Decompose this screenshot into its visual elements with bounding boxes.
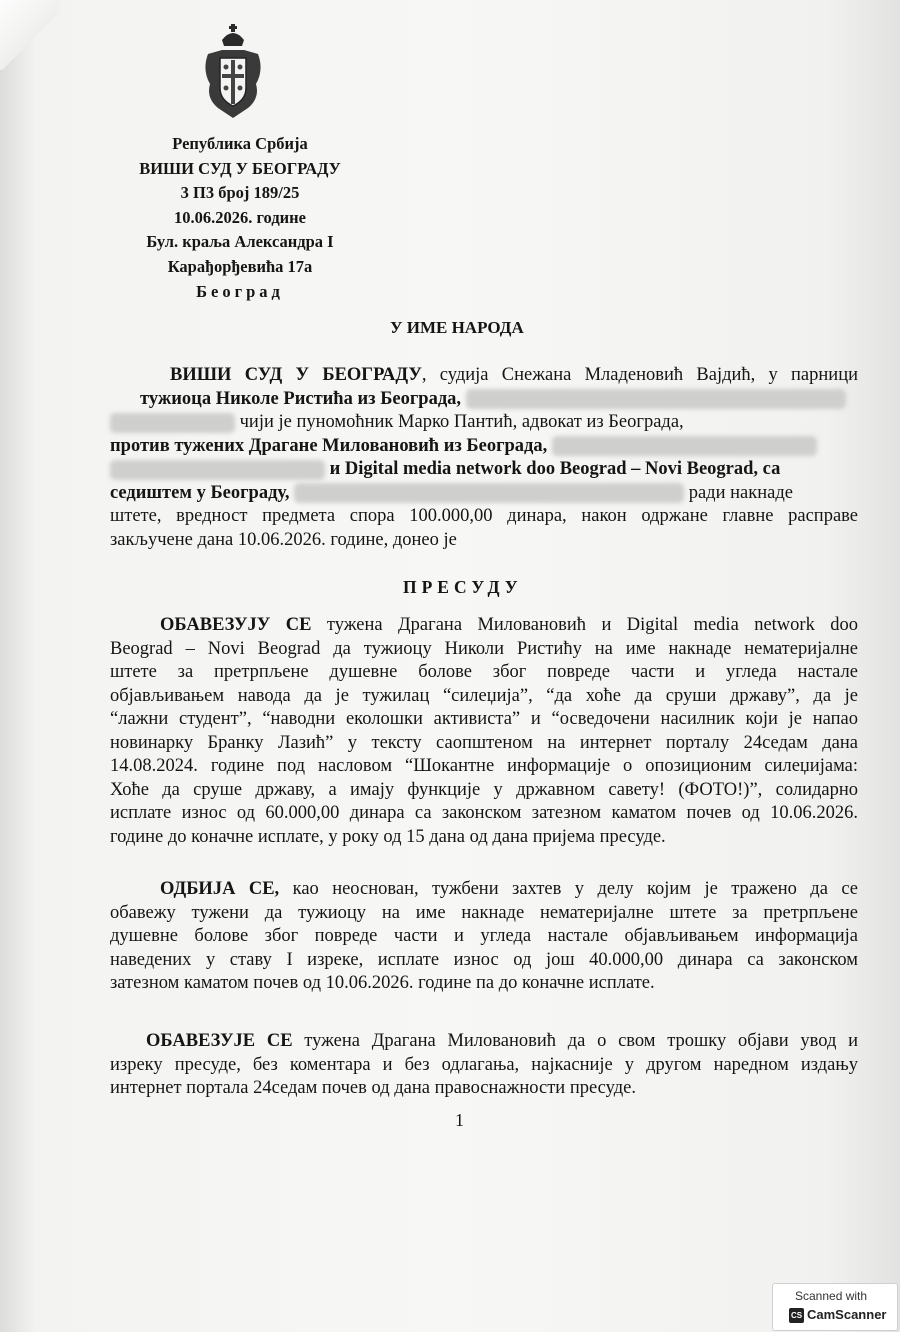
p1-line-9: исплате износ од 60.000,00 динара са законском затезном каматом почев од 10.06.2026. — [110, 803, 858, 823]
intro-attorney: чији је пуномоћник Марко Пантић, адвокат из Београда, — [239, 412, 684, 432]
intro-company: и Digital media network doo Beograd – Novi Beograd, са — [329, 459, 781, 479]
p1-line-8: Хоће да сруше државу, а имају функције у државном савету! (ФОТО!)”, солидарно — [110, 779, 858, 800]
p2-line-4: наведених у ставу I изреке, исплате износ од још 40.000,00 динара са законском — [110, 949, 858, 970]
camscanner-logo-icon: CS — [789, 1308, 804, 1323]
p1-line-10: године до коначне исплате, у року од 15 дана од дана пријема пресуде. — [110, 826, 666, 847]
intro-plaintiff: тужиоца Николе Ристића из Београда, — [140, 388, 462, 409]
p1-line-3: штете за претрпљене душевне болове због повреде части и угледа настале — [110, 662, 858, 682]
paragraph-obligation-2 — [110, 1030, 858, 1101]
intro-paragraph — [110, 364, 858, 552]
intro-line-1: , судија Снежана Младеновић Вајдић, у парници — [421, 365, 858, 385]
intro-defendant: против тужених Драгане Миловановић из Београда, — [110, 435, 548, 456]
redacted-block — [294, 483, 684, 503]
coat-of-arms-seal — [200, 22, 266, 120]
title-in-name-of-people: У ИМЕ НАРОДА — [390, 318, 524, 337]
header-court: ВИШИ СУД У БЕОГРАДУ — [139, 158, 341, 178]
p3-lead: ОБАВЕЗУЈЕ СЕ — [146, 1031, 293, 1051]
intro-line-8: закључене дана 10.06.2026. године, донео је — [110, 529, 457, 550]
p3-line-2: изреку пресуде, без коментара и без одлагања, најкасније у другом наредном издању — [110, 1054, 858, 1075]
court-header — [110, 132, 370, 304]
page-fold-shadow — [0, 0, 60, 70]
camscanner-badge — [772, 1283, 898, 1331]
intro-seat: седиштем у Београду, — [110, 482, 290, 503]
p2-line-3: душевне болове због повреде части и угледа настале објављивањем информација — [110, 926, 858, 946]
p1-line-2: Beograd – Novi Beograd да тужиоцу Николи Ристићу на име накнаде нематеријалне — [110, 638, 858, 659]
p3-line-1: тужена Драгана Миловановић да о свом трошку објави увод и — [292, 1031, 858, 1051]
intro-court-name: ВИШИ СУД У БЕОГРАДУ — [170, 365, 422, 385]
header-address-1: Бул. краља Александра I — [146, 232, 334, 252]
header-case-number: 3 П3 број 189/25 — [180, 183, 300, 203]
header-date: 10.06.2026. године — [173, 207, 307, 227]
redacted-block — [466, 389, 846, 409]
paragraph-obligation-1 — [110, 614, 858, 849]
header-address-2: Карађорђевића 17а — [167, 256, 313, 276]
paragraph-rejection — [110, 878, 858, 996]
header-city: Београд — [196, 281, 284, 301]
intro-compensation: ради накнаде — [688, 482, 793, 503]
page-number: 1 — [455, 1110, 464, 1130]
p3-line-3: интернет портала 24седам почев од дана правоснажности пресуде. — [110, 1078, 636, 1098]
camscanner-brand: CamScanner — [807, 1307, 887, 1322]
p2-line-1: као неоснован, тужбени захтев у делу којим је тражено да се — [279, 879, 858, 899]
title-verdict: ПРЕСУДУ — [403, 577, 523, 597]
header-republic: Република Србија — [172, 134, 308, 153]
intro-line-7: штете, вредност предмета спора 100.000,00 динара, након одржане главне расправе — [110, 506, 858, 526]
p1-line-5: “лажни студент”, “наводни еколошки активиста” и “осведочени насилник који је напао — [110, 709, 858, 729]
p1-line-7: 14.08.2024. године под насловом “Шокантне информације о опозиционим силеџијама: — [110, 756, 858, 776]
redacted-block — [110, 460, 325, 480]
p2-line-2: обавежу тужени да тужиоцу на име накнаде нематеријалне штете за претрпљене — [110, 902, 858, 923]
redacted-block — [552, 436, 817, 456]
p1-lead: ОБАВЕЗУЈУ СЕ — [160, 615, 312, 635]
scanned-with-text: Scanned with — [795, 1289, 868, 1303]
p1-line-1: тужена Драгана Миловановић и Digital media network doo — [311, 615, 858, 635]
p1-line-4: објављивањем навода да је тужилац “силеџија”, “да хоће да сруши државу”, да је — [110, 685, 858, 706]
p1-line-6: новинарку Бранку Лазић” у тексту саопштеном на интернет порталу 24седам дана — [110, 732, 858, 753]
p2-lead: ОДБИЈА СЕ, — [160, 879, 280, 899]
redacted-block — [110, 413, 235, 433]
p2-line-5: затезном каматом почев од 10.06.2026. године па до коначне исплате. — [110, 973, 655, 993]
